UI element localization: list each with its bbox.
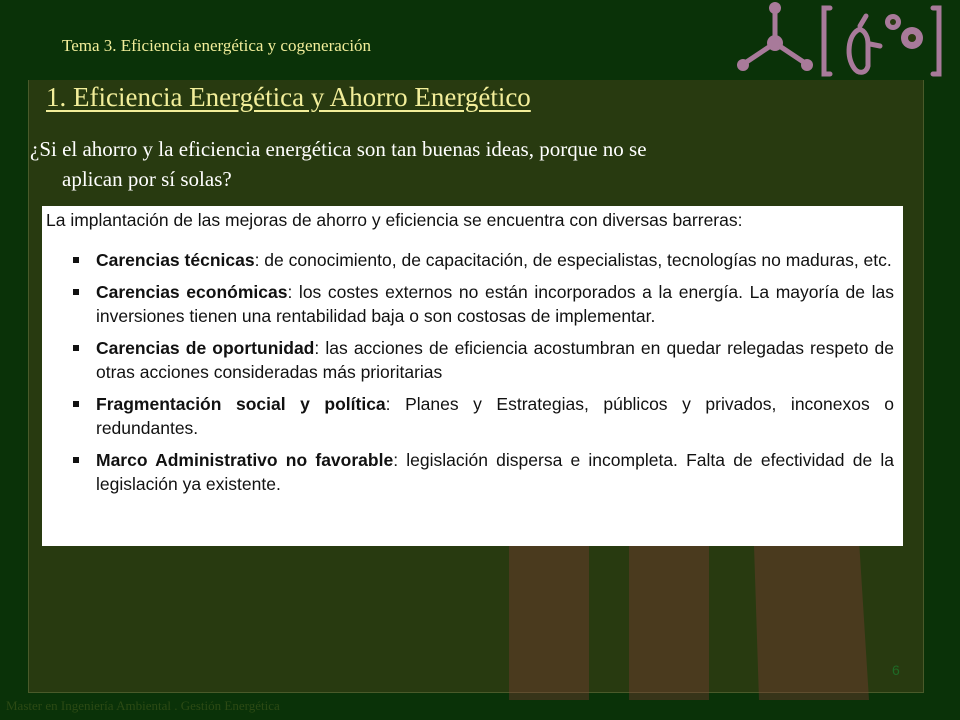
barrier-text: : las acciones de eficiencia acostumbran en quedar relegadas respeto de otras acciones consideradas más prioritarias	[96, 338, 894, 382]
square-bullet-icon	[73, 345, 79, 351]
barrier-term: Marco Administrativo no favorable	[96, 450, 394, 470]
barrier-item	[42, 248, 903, 272]
barriers-box	[42, 206, 903, 546]
barrier-list	[42, 248, 903, 504]
slide-question	[30, 134, 890, 194]
barrier-item	[42, 448, 903, 496]
barrier-term: Carencias económicas	[96, 282, 288, 302]
barrier-text: : los costes externos no están incorporados a la energía. La mayoría de las inversiones tienen una rentabilidad baja o son costosas de implementar.	[96, 282, 895, 326]
barrier-term: Fragmentación social y política	[96, 394, 386, 414]
barrier-term: Carencias técnicas	[96, 250, 255, 270]
barriers-intro: La implantación de las mejoras de ahorro y eficiencia se encuentra con diversas barreras:	[46, 210, 743, 230]
barrier-item	[42, 336, 903, 384]
slide-heading: 1. Eficiencia Energética y Ahorro Energético	[46, 82, 531, 112]
question-line-2: aplican por sí solas?	[62, 167, 232, 191]
barrier-item	[42, 280, 903, 328]
barrier-item	[42, 392, 903, 440]
question-line-1: ¿Si el ahorro y la eficiencia energética son tan buenas ideas, porque no se	[30, 137, 647, 161]
square-bullet-icon	[73, 257, 79, 263]
molecule-face-gears-logo	[730, 0, 950, 82]
square-bullet-icon	[73, 401, 79, 407]
square-bullet-icon	[73, 289, 79, 295]
barrier-text: : legislación dispersa e incompleta. Falta de efectividad de la legislación ya existente.	[96, 450, 895, 494]
square-bullet-icon	[73, 457, 79, 463]
header-title: Tema 3. Eficiencia energética y cogeneración	[62, 36, 372, 55]
barrier-text: : de conocimiento, de capacitación, de especialistas, tecnologías no maduras, etc.	[254, 250, 892, 270]
page-number: 6	[892, 662, 900, 678]
footer-text: Master en Ingeniería Ambiental . Gestión Energética	[6, 698, 280, 713]
barrier-term: Carencias de oportunidad	[96, 338, 315, 358]
barrier-text: : Planes y Estrategias, públicos y privados, inconexos o redundantes.	[96, 394, 895, 438]
